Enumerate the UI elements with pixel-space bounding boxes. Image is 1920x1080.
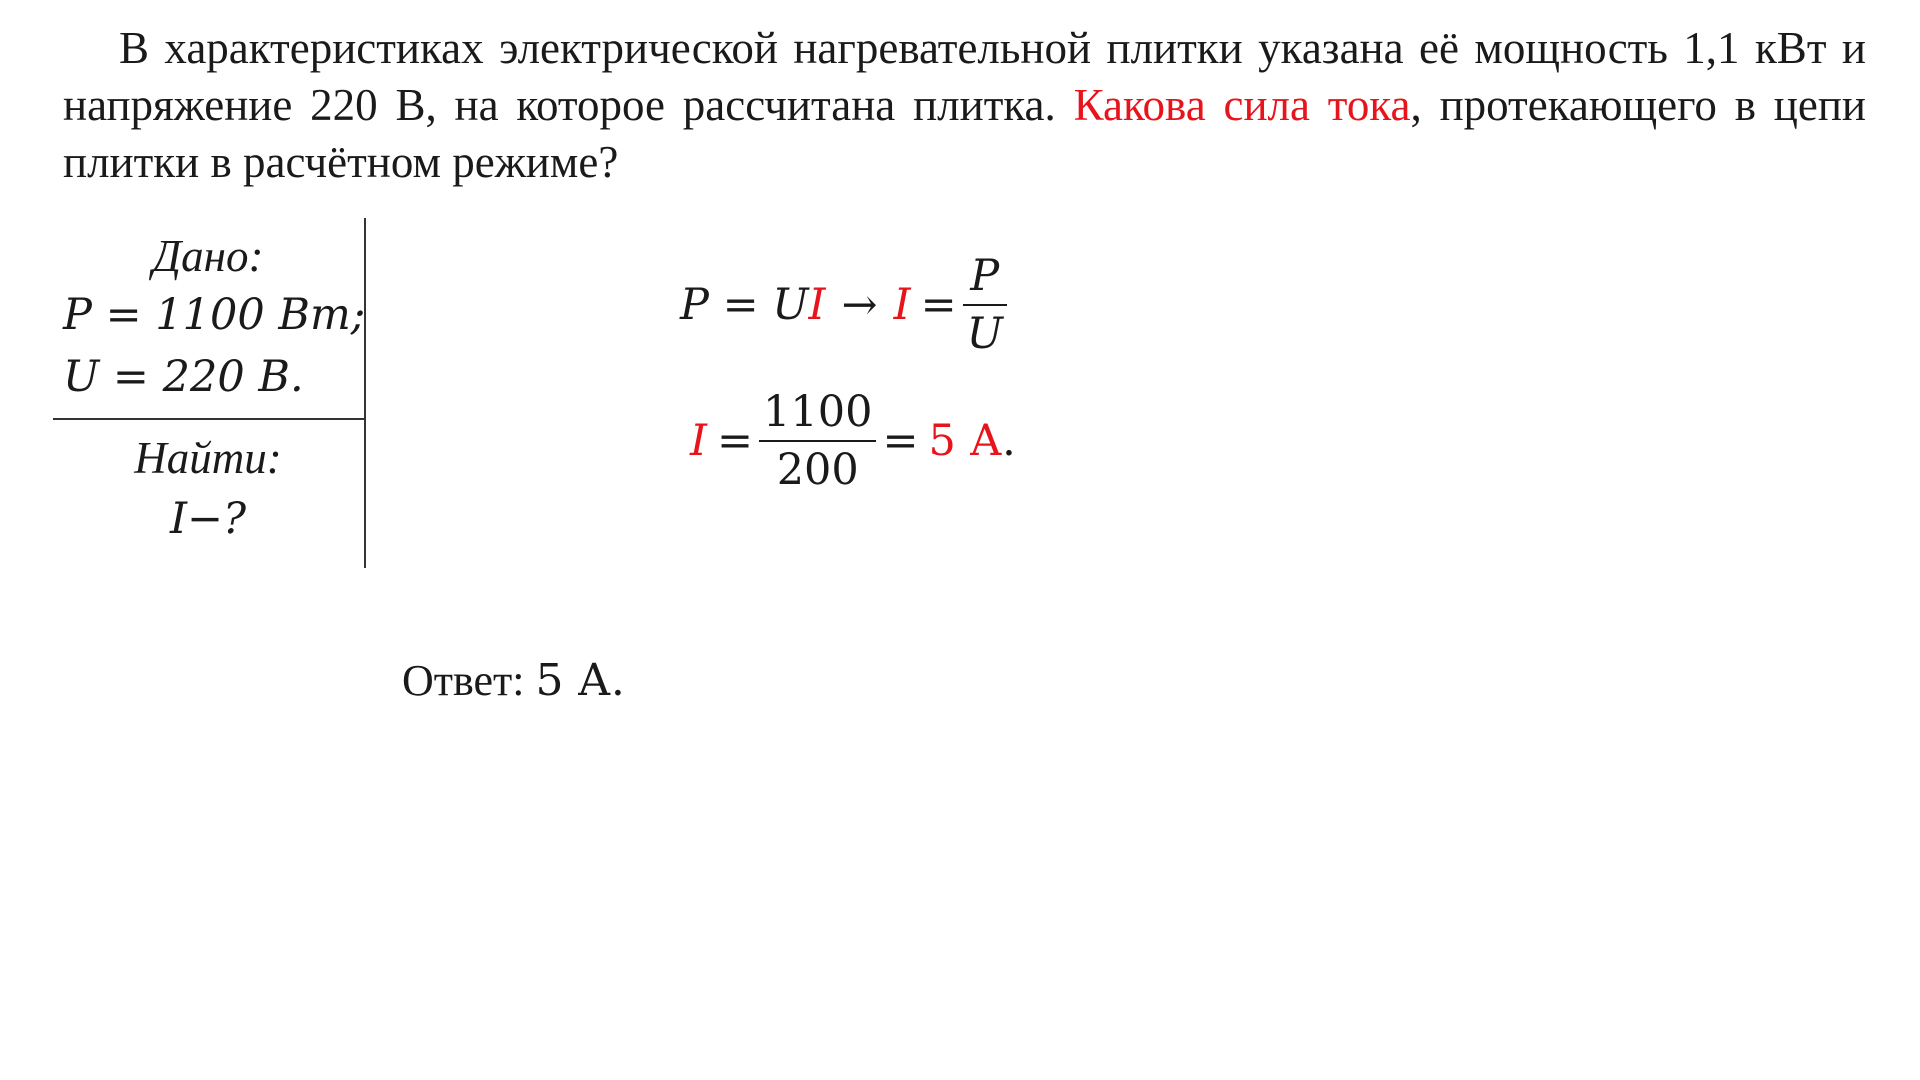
formula2-equals: = [717,416,754,466]
formula1-fraction [963,248,1007,362]
formula2-denominator: 200 [776,445,859,495]
formula1-equals: = [920,280,957,330]
formula2-lhs: I [690,416,707,466]
find-title: Найти: [134,433,282,483]
formula1-lhs: P = U [680,280,809,330]
problem-question-rest: , протекающего в цепи плитки в расчётном режиме? [63,80,1867,187]
formula-calculation [690,384,1016,498]
given-horizontal-divider [53,418,366,420]
formula2-equals2: = [882,416,919,466]
answer [402,655,625,706]
formula1-numerator: P [970,251,1000,301]
find-current: I−? [169,494,247,544]
formula2-fraction [759,384,876,498]
formula1-current: I [808,280,826,330]
formula2-result: 5 А [928,416,1003,466]
formula1-result-var: I [893,280,911,330]
formula-power-law [680,248,1013,362]
formula2-period: . [1002,416,1016,466]
given-vertical-divider [364,218,366,568]
given-power: P = 1100 Вт; [63,290,366,340]
answer-value: 5 А. [535,655,625,706]
answer-label: Ответ: [402,656,525,705]
problem-text [63,20,1866,191]
problem-statement: В характеристиках электрической нагревательной плитки указана её мощность 1,1 кВт и напряжение 220 В, на которое рассчитана плитка. [63,23,1866,130]
problem-question: Какова сила тока [1073,80,1411,130]
formula1-denominator: U [966,309,1003,359]
given-title: Дано: [152,231,264,281]
formula2-numerator: 1100 [763,387,873,437]
arrow-icon: → [841,280,878,330]
given-block [53,218,365,568]
given-voltage: U = 220 В. [63,352,304,402]
